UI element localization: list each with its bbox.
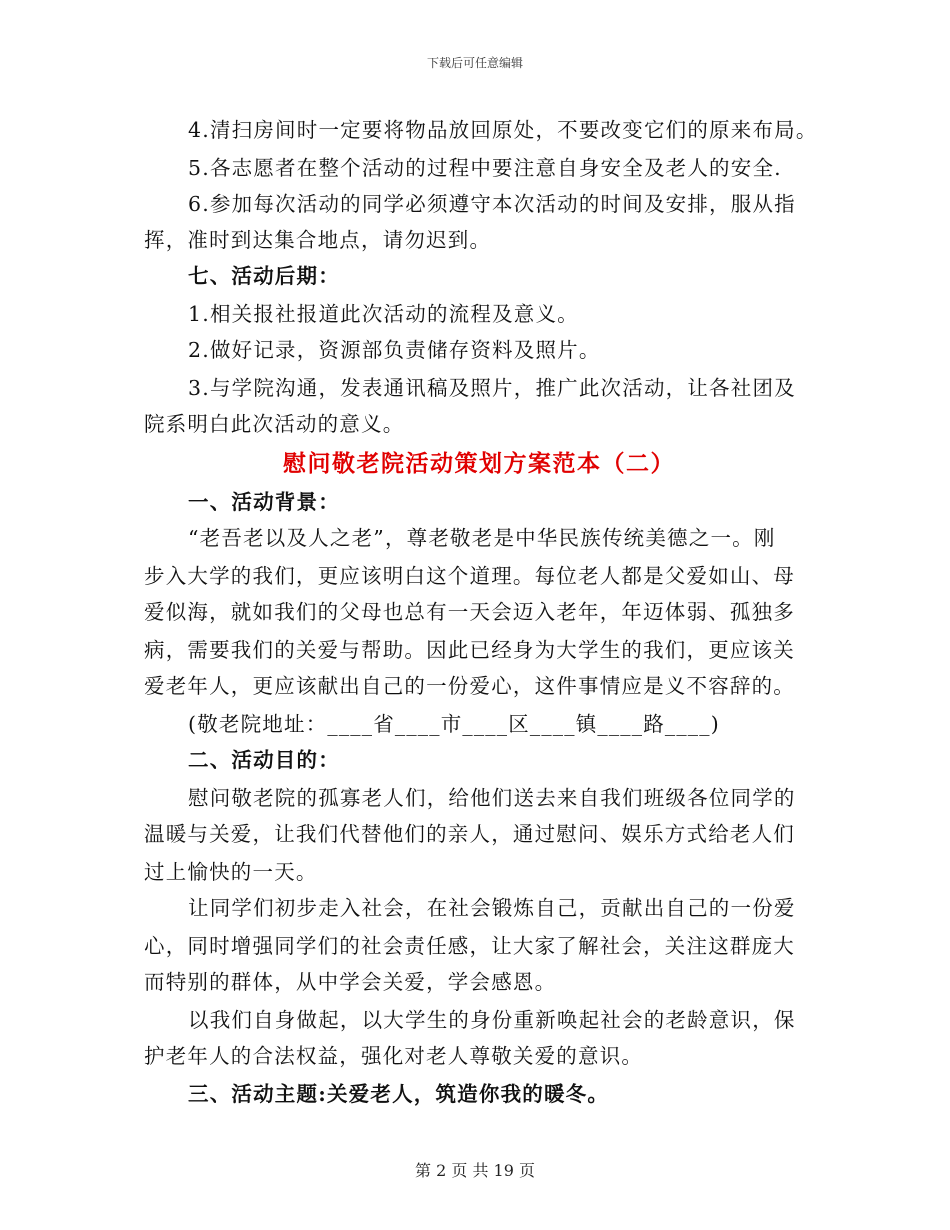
section-heading: 三、活动主题:关爱老人，筑造你我的暖冬。	[188, 1082, 610, 1106]
text-line: 病，需要我们的关爱与帮助。因此已经身为大学生的我们，更应该关	[144, 638, 795, 662]
text-line: 以我们自身做起，以大学生的身份重新唤起社会的老龄意识，保	[188, 1008, 796, 1032]
address-line: (敬老院地址：____省____市____区____镇____路____)	[188, 712, 720, 736]
text-line: 3.与学院沟通，发表通讯稿及照片，推广此次活动，让各社团及	[188, 376, 796, 400]
section-heading: 七、活动后期：	[188, 264, 340, 288]
section-heading: 一、活动背景：	[188, 490, 340, 514]
text-line: 5.各志愿者在整个活动的过程中要注意自身安全及老人的安全.	[188, 156, 782, 180]
text-line: 2.做好记录，资源部负责储存资料及照片。	[188, 338, 601, 362]
text-line: 护老年人的合法权益，强化对老人尊敬关爱的意识。	[144, 1044, 644, 1068]
text-line: 院系明白此次活动的意义。	[144, 412, 405, 436]
text-line: 步入大学的我们，更应该明白这个道理。每位老人都是父爱如山、母	[144, 564, 795, 588]
text-line: 温暖与关爱，让我们代替他们的亲人，通过慰问、娱乐方式给老人们	[144, 822, 795, 846]
page-header: 下载后可任意编辑	[426, 56, 523, 70]
text-line: 慰问敬老院的孤寡老人们，给他们送去来自我们班级各位同学的	[188, 786, 796, 810]
section-title: 慰问敬老院活动策划方案范本（二）	[283, 450, 675, 477]
text-line: “老吾老以及人之老”，尊老敬老是中华民族传统美德之一。刚	[188, 526, 776, 550]
page-footer: 第 2 页 共 19 页	[415, 1161, 535, 1180]
text-line: 心，同时增强同学们的社会责任感，让大家了解社会，关注这群庞大	[144, 934, 795, 958]
text-line: 过上愉快的一天。	[144, 860, 318, 884]
text-line: 挥，准时到达集合地点，请勿迟到。	[144, 228, 492, 252]
text-line: 6.参加每次活动的同学必须遵守本次活动的时间及安排，服从指	[188, 192, 796, 216]
section-heading: 二、活动目的：	[188, 748, 340, 772]
text-line: 4.清扫房间时一定要将物品放回原处，不要改变它们的原来布局。	[188, 118, 818, 142]
text-line: 让同学们初步走入社会，在社会锻炼自己，贡献出自己的一份爱	[188, 896, 796, 920]
text-line: 1.相关报社报道此次活动的流程及意义。	[188, 302, 579, 326]
text-line: 爱老年人，更应该献出自己的一份爱心，这件事情应是义不容辞的。	[144, 674, 795, 698]
text-line: 而特别的群体，从中学会关爱，学会感恩。	[144, 970, 557, 994]
text-line: 爱似海，就如我们的父母也总有一天会迈入老年，年迈体弱、孤独多	[144, 600, 795, 624]
